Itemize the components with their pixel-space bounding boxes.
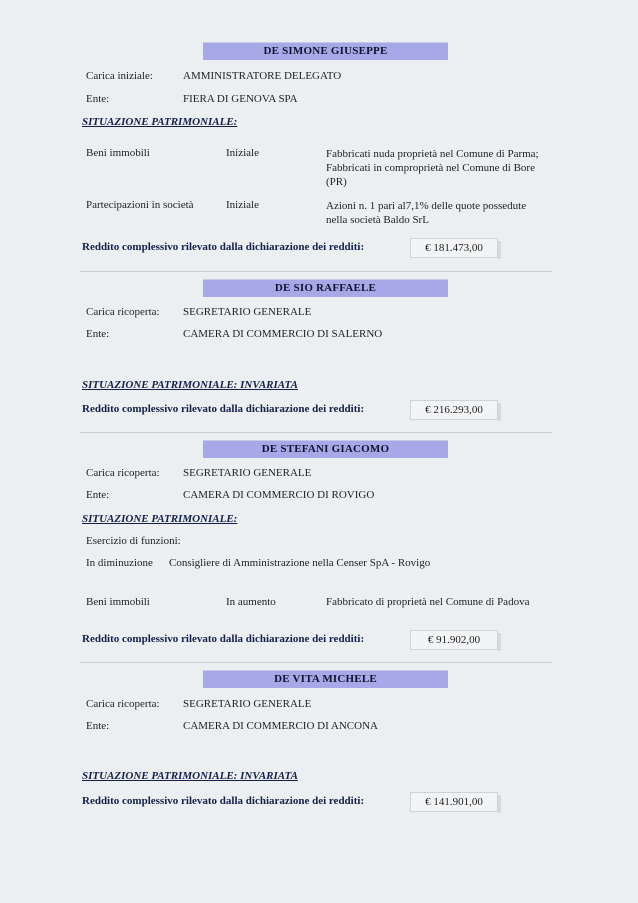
ente-label: Ente: bbox=[86, 328, 110, 340]
role-label: Carica ricoperta: bbox=[86, 467, 160, 479]
asset-type: In aumento bbox=[226, 596, 276, 608]
section-divider bbox=[80, 271, 552, 272]
role-label: Carica ricoperta: bbox=[86, 698, 160, 710]
ente-label: Ente: bbox=[86, 93, 110, 105]
section-divider bbox=[80, 432, 552, 433]
person-name-header: DE SIO RAFFAELE bbox=[203, 279, 448, 297]
role-label: Carica iniziale: bbox=[86, 70, 153, 82]
reddito-amount: € 141.901,00 bbox=[410, 792, 498, 812]
reddito-label: Reddito complessivo rilevato dalla dichiarazione dei redditi: bbox=[82, 633, 365, 645]
asset-type: Iniziale bbox=[226, 147, 259, 159]
asset-type: Iniziale bbox=[226, 199, 259, 211]
asset-description-line: (PR) bbox=[326, 176, 347, 188]
ente-value: CAMERA DI COMMERCIO DI SALERNO bbox=[183, 328, 383, 340]
asset-category: Partecipazioni in società bbox=[86, 199, 194, 211]
ente-label: Ente: bbox=[86, 720, 110, 732]
role-value: AMMINISTRATORE DELEGATO bbox=[183, 70, 342, 82]
reddito-amount: € 181.473,00 bbox=[410, 238, 498, 258]
asset-category: Beni immobili bbox=[86, 147, 150, 159]
reddito-label: Reddito complessivo rilevato dalla dichiarazione dei redditi: bbox=[82, 241, 365, 253]
asset-category: Beni immobili bbox=[86, 596, 150, 608]
asset-description-line: Azioni n. 1 pari al7,1% delle quote possedute bbox=[326, 200, 527, 212]
section-divider bbox=[80, 662, 552, 663]
diminuzione-value: Consigliere di Amministrazione nella Censer SpA - Rovigo bbox=[169, 557, 431, 569]
situazione-heading: SITUAZIONE PATRIMONIALE: bbox=[82, 513, 238, 525]
ente-value: FIERA DI GENOVA SPA bbox=[183, 93, 298, 105]
situazione-heading: SITUAZIONE PATRIMONIALE: bbox=[82, 116, 238, 128]
asset-description bbox=[326, 199, 566, 227]
situazione-heading: SITUAZIONE PATRIMONIALE: INVARIATA bbox=[82, 379, 298, 391]
role-value: SEGRETARIO GENERALE bbox=[183, 698, 312, 710]
person-name-header: DE STEFANI GIACOMO bbox=[203, 440, 448, 458]
person-name-header: DE SIMONE GIUSEPPE bbox=[203, 42, 448, 60]
asset-description: Fabbricato di proprietà nel Comune di Padova bbox=[326, 596, 530, 608]
asset-description-line: Fabbricati in comproprietà nel Comune di Bore bbox=[326, 162, 535, 174]
diminuzione-label: In diminuzione bbox=[86, 557, 153, 569]
ente-value: CAMERA DI COMMERCIO DI ROVIGO bbox=[183, 489, 375, 501]
reddito-amount: € 216.293,00 bbox=[410, 400, 498, 420]
reddito-label: Reddito complessivo rilevato dalla dichiarazione dei redditi: bbox=[82, 403, 365, 415]
asset-description bbox=[326, 147, 566, 189]
role-value: SEGRETARIO GENERALE bbox=[183, 306, 312, 318]
ente-label: Ente: bbox=[86, 489, 110, 501]
role-value: SEGRETARIO GENERALE bbox=[183, 467, 312, 479]
asset-description-line: nella società Baldo SrL bbox=[326, 214, 429, 226]
esercizio-label: Esercizio di funzioni: bbox=[86, 535, 181, 547]
situazione-heading: SITUAZIONE PATRIMONIALE: INVARIATA bbox=[82, 770, 298, 782]
reddito-label: Reddito complessivo rilevato dalla dichiarazione dei redditi: bbox=[82, 795, 365, 807]
person-name-header: DE VITA MICHELE bbox=[203, 670, 448, 688]
asset-description-line: Fabbricati nuda proprietà nel Comune di Parma; bbox=[326, 148, 539, 160]
reddito-amount: € 91.902,00 bbox=[410, 630, 498, 650]
ente-value: CAMERA DI COMMERCIO DI ANCONA bbox=[183, 720, 378, 732]
role-label: Carica ricoperta: bbox=[86, 306, 160, 318]
